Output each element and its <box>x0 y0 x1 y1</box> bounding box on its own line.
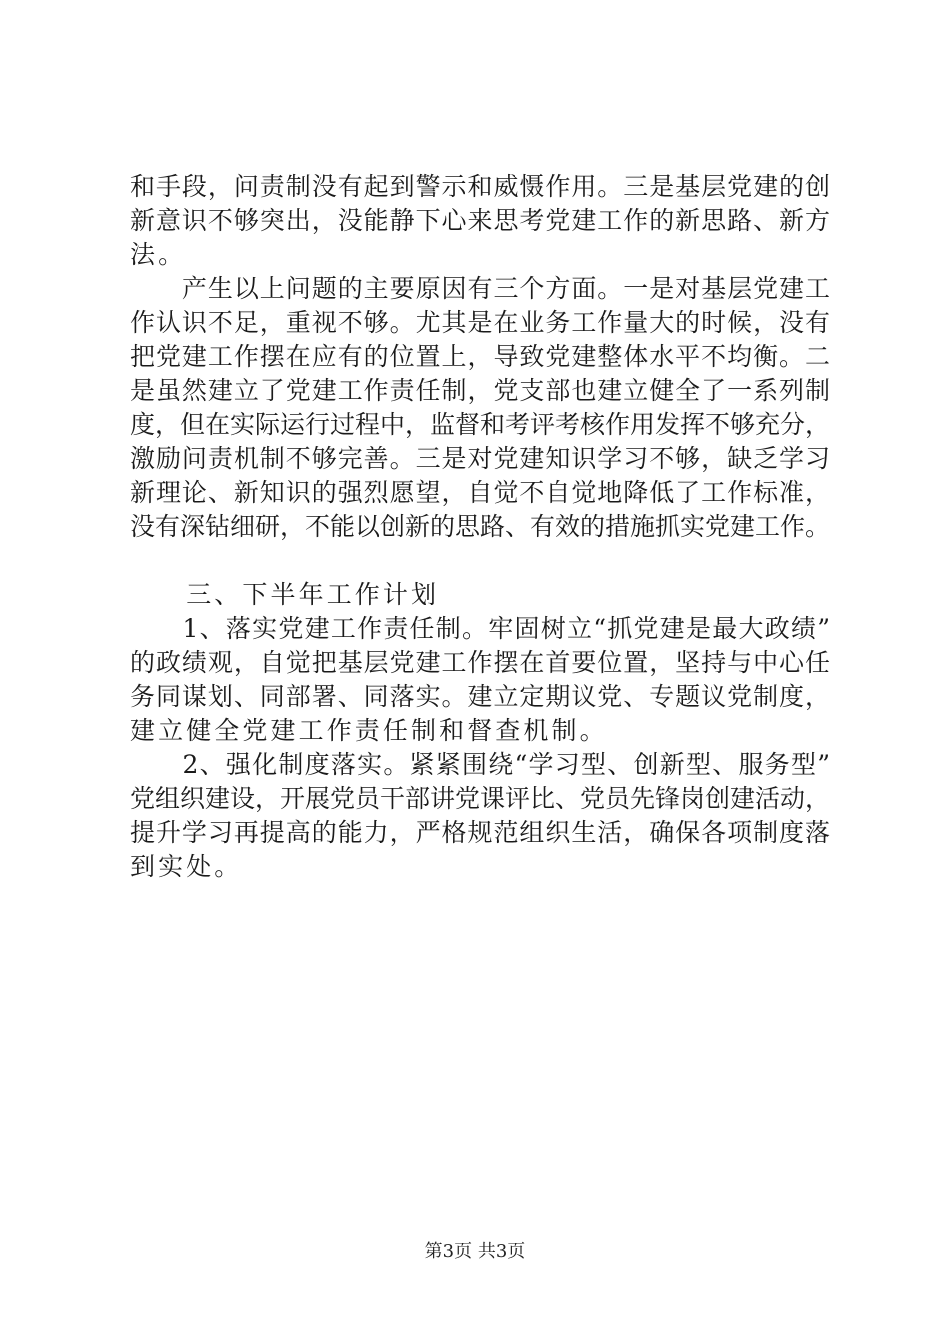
paragraph-start-line: 产生以上问题的主要原因有三个方面。一是对基层党建工 <box>130 274 830 303</box>
document-body <box>130 170 830 884</box>
text-line: 度，但在实际运行过程中，监督和考评考核作用发挥不够充分， <box>130 410 831 439</box>
section-heading: 三、下半年工作计划 <box>130 580 440 609</box>
text-line: 新意识不够突出，没能静下心来思考党建工作的新思路、新方 <box>130 206 830 235</box>
text-line: 党组织建设，开展党员干部讲党课评比、党员先锋岗创建活动， <box>130 784 831 813</box>
page-number-footer: 第3页 共3页 <box>424 1241 526 1262</box>
text-line: 新理论、新知识的强烈愿望，自觉不自觉地降低了工作标准， <box>130 478 830 507</box>
text-line: 激励问责机制不够完善。三是对党建知识学习不够，缺乏学习 <box>130 444 830 473</box>
text-line: 把党建工作摆在应有的位置上，导致党建整体水平不均衡。二 <box>130 342 830 371</box>
blank-line <box>130 544 830 578</box>
text-line: 和手段，问责制没有起到警示和威慑作用。三是基层党建的创 <box>130 172 830 201</box>
text-line: 法。 <box>130 240 187 269</box>
text-line: 建立健全党建工作责任制和督查机制。 <box>130 716 608 745</box>
text-line: 提升学习再提高的能力，严格规范组织生活，确保各项制度落 <box>130 818 830 847</box>
text-line: 作认识不足，重视不够。尤其是在业务工作量大的时候，没有 <box>130 308 830 337</box>
text-line: 是虽然建立了党建工作责任制，党支部也建立健全了一系列制 <box>130 376 830 405</box>
paragraph-start-line: 1、落实党建工作责任制。牢固树立“抓党建是最大政绩” <box>130 614 830 643</box>
text-line: 的政绩观，自觉把基层党建工作摆在首要位置，坚持与中心任 <box>130 648 830 677</box>
paragraph-start-line: 2、强化制度落实。紧紧围绕“学习型、创新型、服务型” <box>130 750 830 779</box>
text-line: 务同谋划、同部署、同落实。建立定期议党、专题议党制度， <box>130 682 830 711</box>
text-line: 到实处。 <box>130 852 243 881</box>
text-line: 没有深钻细研，不能以创新的思路、有效的措施抓实党建工作。 <box>130 512 831 541</box>
